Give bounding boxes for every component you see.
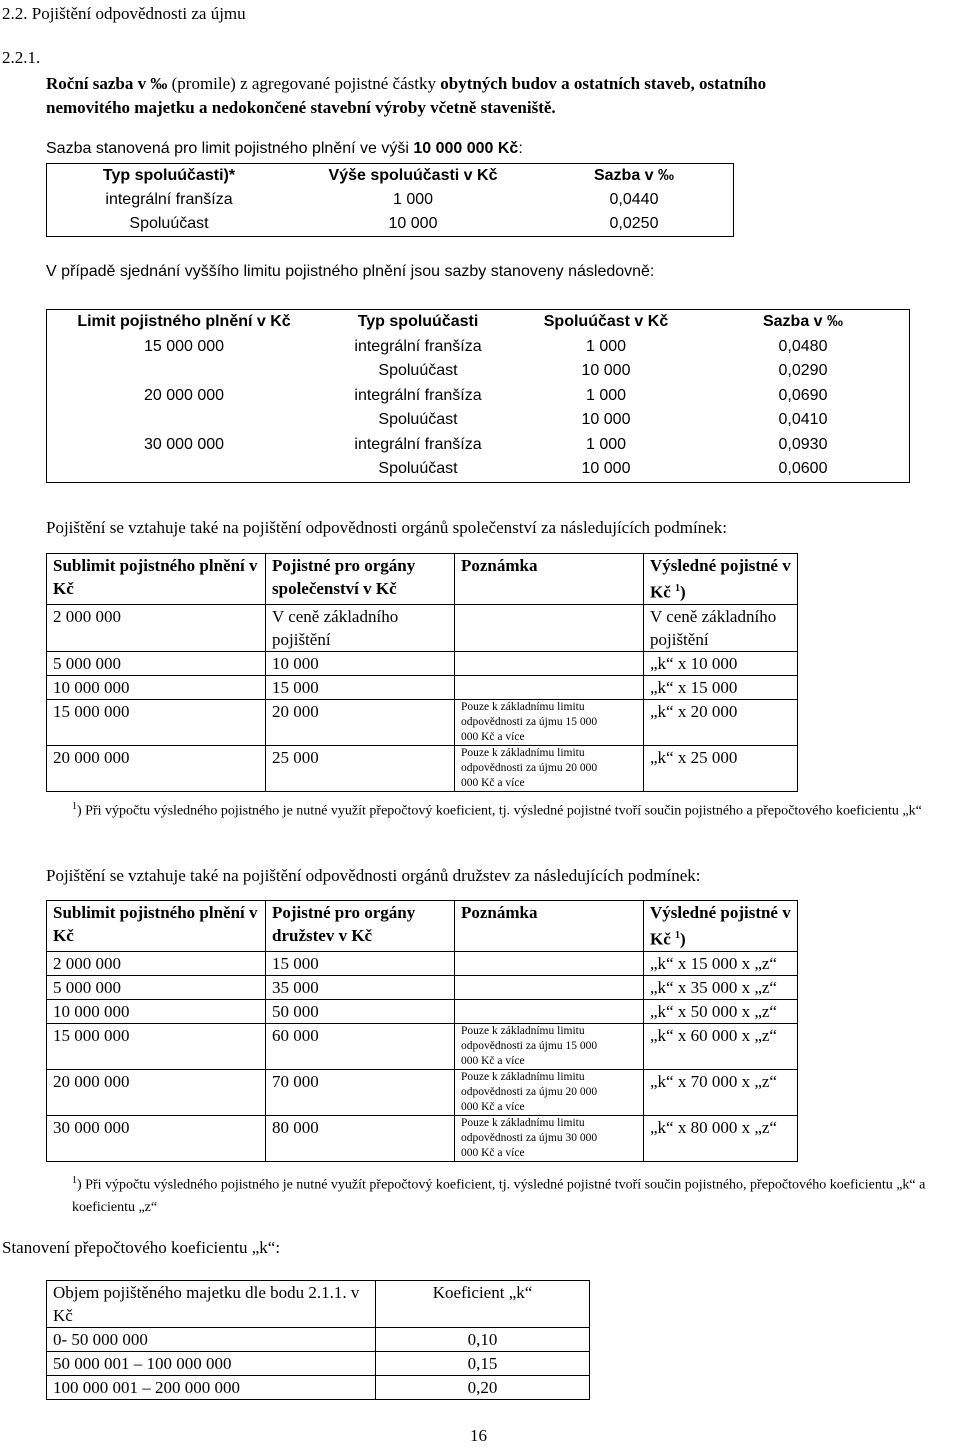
intro-normal: (promile) z agregované pojistné částky (167, 74, 441, 93)
footnote-companies (72, 796, 958, 823)
table-cell: 0,0600 (778, 460, 828, 477)
header-cell: Výsledné pojistné v Kč $^1$) (644, 901, 798, 952)
table-higher-limits (46, 309, 910, 483)
intro-line-2: nemovitého majetku a nedokončené stavební výroby včetně staveniště. (46, 98, 556, 117)
header-cell: Sazba v ‰ (762, 313, 844, 330)
table-cell: 30 000 000 (47, 1115, 266, 1161)
table-cell: integrální franšíza (354, 386, 482, 404)
table-cell: 15 000 000 (47, 699, 266, 745)
header-cell: Typ spoluúčasti (357, 313, 479, 330)
note-cell: Pouze k základnímu limitu odpovědnosti za újmu 15 000 000 Kč a více (455, 1023, 644, 1069)
table-cell: 0,0930 (778, 435, 828, 453)
table-cell: 1 000 (585, 337, 627, 355)
table-cell: 0,0290 (778, 362, 828, 379)
header-cell: Sublimit pojistného plnění v Kč (47, 901, 266, 952)
table-cell (47, 482, 322, 483)
intro-bold-2: obytných budov a ostatních staveb, ostatního (440, 74, 767, 93)
table-header-row (47, 1281, 590, 1328)
table-cell: 5 000 000 (47, 975, 266, 999)
table-cell: integrální franšíza (105, 191, 233, 208)
table-cell: integrální franšíza (354, 435, 482, 453)
table-cell: 15 000 000 (47, 1023, 266, 1069)
intro-paragraph (46, 72, 958, 120)
table-cell: 15 000 (266, 675, 455, 699)
table-cell: „k“ x 25 000 (644, 745, 798, 791)
table-cell (47, 359, 322, 384)
table-row (47, 482, 910, 483)
table-cell: 10 000 (581, 362, 631, 379)
header-cell: Limit pojistného plnění v Kč (77, 313, 291, 330)
table-cell: Spoluúčast (378, 411, 458, 428)
table-row (47, 604, 798, 651)
header-cell: Poznámka (455, 554, 644, 605)
table-cell: 25 000 (266, 745, 455, 791)
table-cell: V ceně základního pojištění (644, 604, 798, 651)
table-cell: 20 000 (266, 699, 455, 745)
table-cell: „k“ x 20 000 (644, 699, 798, 745)
table-cell: 10 000 000 (47, 999, 266, 1023)
table-cell: „k“ x 50 000 x „z“ (644, 999, 798, 1023)
table-cell: 70 000 (266, 1069, 455, 1115)
table-cell: 1 000 (585, 435, 627, 453)
note-cell: Pouze k základnímu limitu odpovědnosti za újmu 30 000 000 Kč a více (455, 1115, 644, 1161)
table-row (47, 457, 910, 482)
table-row (47, 1115, 798, 1161)
table-row (47, 188, 734, 212)
header-cell: Sazba v ‰ (593, 167, 675, 184)
table-cell: 50 000 001 – 100 000 000 (47, 1352, 376, 1376)
table-row (47, 745, 798, 791)
note-cell: Pouze k základnímu limitu odpovědnosti za újmu 15 000 000 Kč a více (455, 699, 644, 745)
table-cell: 100 000 001 – 200 000 000 (47, 1376, 376, 1400)
limit-note-prefix: Sazba stanovená pro limit pojistného plnění ve výši (46, 140, 414, 157)
table-row (47, 335, 910, 360)
footnote-mark: 1 (72, 1175, 77, 1186)
table-cell: 35 000 (266, 975, 455, 999)
table-cell: „k“ x 60 000 x „z“ (644, 1023, 798, 1069)
table-cell: 10 000 000 (47, 675, 266, 699)
table-header-row (47, 554, 798, 605)
table-cell: 5 000 000 (47, 651, 266, 675)
table-cell: 10 000 (266, 651, 455, 675)
table-cell: 20 000 000 (47, 1069, 266, 1115)
table-cell: 10 000 (581, 411, 631, 428)
header-cell: Koeficient „k“ (376, 1281, 590, 1328)
page-number: 16 (470, 1426, 487, 1445)
table-row (47, 999, 798, 1023)
table-cell: 2 000 000 (47, 604, 266, 651)
table-header-row (47, 164, 734, 189)
table-cell: 0,0250 (609, 215, 659, 232)
table-cell: 60 000 (266, 1023, 455, 1069)
table-cell (455, 975, 644, 999)
table-cell: 1 000 (392, 191, 434, 208)
table-cell: 50 000 (266, 999, 455, 1023)
table-cell: 2 000 000 (47, 951, 266, 975)
table-cell: 0,0480 (778, 337, 828, 355)
table-cell: „k“ x 70 000 x „z“ (644, 1069, 798, 1115)
table-cell (47, 408, 322, 433)
table-coops (46, 900, 798, 1162)
table-base-rates (46, 163, 734, 237)
table-cell: 15 000 000 (143, 337, 225, 355)
table-cell: 0,0440 (609, 191, 659, 208)
table-cell: Spoluúčast (378, 460, 458, 477)
header-cell: Pojistné pro orgány družstev v Kč (266, 901, 455, 952)
footnote-mark: 1 (72, 801, 77, 812)
table-row (47, 675, 798, 699)
header-cell: Poznámka (455, 901, 644, 952)
coops-text: Pojištění se vztahuje také na pojištění odpovědnosti orgánů družstev za následujících podmínek: (46, 866, 701, 885)
footnote-coops (72, 1170, 958, 1219)
higher-limit-text: V případě sjednání vyššího limitu pojistného plnění jsou sazby stanoveny následovně: (46, 263, 655, 280)
table-cell: 1 000 (585, 386, 627, 404)
table-row (47, 359, 910, 384)
footnote-text: ) Při výpočtu výsledného pojistného je nutné využít přepočtový koeficient, tj. výsledné pojistné tvoří součin pojistného a přepočtového koeficientu „k“ (77, 803, 922, 819)
table-row (47, 1023, 798, 1069)
table-cell: 15 000 (266, 951, 455, 975)
header-cell: Výsledné pojistné v Kč $^1$) (644, 554, 798, 605)
table-cell: „k“ x 35 000 x „z“ (644, 975, 798, 999)
footnote-ref: 1 (675, 930, 681, 941)
table-cell (515, 482, 697, 483)
subsection-heading: 2.2.1. (2, 48, 41, 67)
table-cell: 20 000 000 (143, 386, 225, 404)
header-cell: Pojistné pro orgány společenství v Kč (266, 554, 455, 605)
table-cell: 10 000 (581, 460, 631, 477)
note-cell: Pouze k základnímu limitu odpovědnosti za újmu 20 000 000 Kč a více (455, 1069, 644, 1115)
coef-title: Stanovení přepočtového koeficientu „k“: (2, 1238, 281, 1257)
table-row (47, 212, 734, 237)
table-companies (46, 553, 798, 792)
table-cell: Spoluúčast (378, 362, 458, 379)
table-cell: V ceně základního pojištění (266, 604, 455, 651)
table-cell: „k“ x 10 000 (644, 651, 798, 675)
table-cell: 0,0410 (778, 411, 828, 428)
header-text: Výsledné pojistné v Kč (650, 903, 791, 949)
table-row (47, 1352, 590, 1376)
table-row (47, 699, 798, 745)
table-cell (455, 951, 644, 975)
table-cell: „k“ x 15 000 (644, 675, 798, 699)
table-cell: Spoluúčast (129, 215, 209, 232)
table-cell: „k“ x 15 000 x „z“ (644, 951, 798, 975)
table-header-row (47, 901, 798, 952)
header-cell: Typ spoluúčasti)* (102, 167, 236, 184)
table-row (47, 1069, 798, 1115)
table-row (47, 975, 798, 999)
table-cell (455, 675, 644, 699)
table-header-row (47, 310, 910, 335)
limit-note (46, 140, 523, 158)
table-cell: „k“ x 80 000 x „z“ (644, 1115, 798, 1161)
table-cell: 20 000 000 (47, 745, 266, 791)
table-row (47, 433, 910, 458)
table-cell: 0,0690 (778, 386, 828, 404)
table-cell: 0,20 (376, 1376, 590, 1400)
intro-bold-1: Roční sazba v ‰ (46, 74, 168, 93)
table-cell (455, 651, 644, 675)
table-cell (455, 604, 644, 651)
footnote-ref: 1 (675, 583, 681, 594)
header-cell: Výše spoluúčasti v Kč (328, 167, 498, 184)
table-cell (47, 457, 322, 482)
table-row (47, 651, 798, 675)
header-cell: Objem pojištěného majetku dle bodu 2.1.1. v Kč (47, 1281, 376, 1328)
table-row (47, 1328, 590, 1352)
table-row (47, 1376, 590, 1400)
header-cell: Sublimit pojistného plnění v Kč (47, 554, 266, 605)
table-row (47, 384, 910, 409)
note-cell: Pouze k základnímu limitu odpovědnosti za újmu 20 000 000 Kč a více (455, 745, 644, 791)
table-cell (697, 482, 910, 483)
table-cell: integrální franšíza (354, 337, 482, 355)
table-cell: 80 000 (266, 1115, 455, 1161)
table-cell: 10 000 (388, 215, 438, 232)
table-cell: 0,15 (376, 1352, 590, 1376)
section-heading: 2.2. Pojištění odpovědnosti za újmu (2, 4, 246, 23)
table-row (47, 408, 910, 433)
header-cell: Spoluúčast v Kč (543, 313, 669, 330)
header-text: Výsledné pojistné v Kč (650, 556, 791, 602)
limit-note-suffix: : (518, 140, 523, 157)
companies-text: Pojištění se vztahuje také na pojištění odpovědnosti orgánů společenství za následujících podmínek: (46, 518, 727, 537)
footnote-text: ) Při výpočtu výsledného pojistného je nutné využít přepočtový koeficient, tj. výsledné pojistné tvoří součin pojistného, přepočtového koeficientu „k“ a koeficientu „z“ (72, 1177, 926, 1215)
table-row (47, 951, 798, 975)
table-cell: 30 000 000 (143, 435, 225, 453)
table-cell: 0- 50 000 000 (47, 1328, 376, 1352)
table-cell (455, 999, 644, 1023)
table-cell: 0,10 (376, 1328, 590, 1352)
limit-note-amount: 10 000 000 Kč (413, 140, 519, 157)
table-coefficient (46, 1280, 590, 1400)
table-cell (321, 482, 515, 483)
